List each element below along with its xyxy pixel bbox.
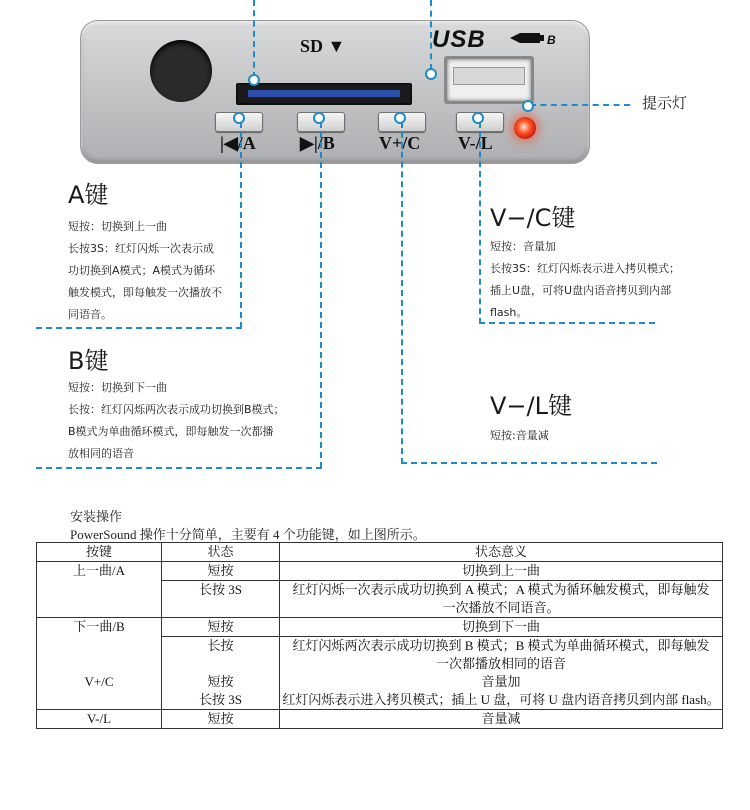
usb-port[interactable] xyxy=(444,56,534,104)
key-function-table xyxy=(36,542,723,729)
table-row xyxy=(37,618,723,637)
table-row xyxy=(37,673,723,691)
cell-state: 长按 3S xyxy=(162,581,280,600)
cell-state: 短按 xyxy=(162,710,280,729)
a-key-guide-dot xyxy=(233,112,245,124)
table-row xyxy=(37,691,723,710)
header-key: 按键 xyxy=(37,543,162,562)
b-key-guide-underline xyxy=(36,467,322,469)
table-row xyxy=(37,581,723,600)
volume-up-c-label: V+/C xyxy=(379,133,421,153)
cell-meaning: 音量减 xyxy=(280,710,723,729)
install-title: 安装操作 xyxy=(70,509,123,524)
cell-key xyxy=(37,655,162,673)
led-guide-dot xyxy=(522,100,534,112)
volume-down-l-label: V-/L xyxy=(458,133,493,153)
sd-card-slot[interactable] xyxy=(236,83,412,105)
cell-meaning: 红灯闪烁表示进入拷贝模式；插上 U 盘，可将 U 盘内语音拷贝到内部 flash。 xyxy=(280,691,723,710)
cell-key xyxy=(37,637,162,656)
table-row xyxy=(37,562,723,581)
cell-meaning: 一次都播放相同的语音 xyxy=(280,655,723,673)
table-row xyxy=(37,655,723,673)
usb-guide-line xyxy=(430,0,432,70)
cell-key: 上一曲/A xyxy=(37,562,162,581)
vl-key-guide-line xyxy=(479,122,481,324)
table-row xyxy=(37,637,723,656)
cell-key: V+/C xyxy=(37,673,162,691)
vc-key-description: 短按：音量加 长按3S：红灯闪烁表示进入拷贝模式； 插上U盘，可将U盘内语音拷贝到内部 flash。 xyxy=(490,240,680,319)
sd-guide-dot xyxy=(248,74,260,86)
cell-key xyxy=(37,599,162,618)
speaker-hole xyxy=(150,40,212,102)
next-b-label: ▶|/B xyxy=(300,133,335,153)
cell-meaning: 切换到上一曲 xyxy=(280,562,723,581)
cell-meaning: 红灯闪烁两次表示成功切换到 B 模式；B 模式为单曲循环模式，即每触发 xyxy=(280,637,723,656)
cell-state: 长按 xyxy=(162,637,280,656)
cell-key: V-/L xyxy=(37,710,162,729)
led-guide-line xyxy=(530,104,630,106)
sd-guide-line xyxy=(253,0,255,78)
vc-key-guide-dot xyxy=(394,112,406,124)
cell-state: 短按 xyxy=(162,673,280,691)
usb-badge: B xyxy=(547,33,556,46)
cell-state: 长按 3S xyxy=(162,691,280,710)
a-key-description: 短按：切换到上一曲 长按3S：红灯闪烁一次表示成 功切换到A模式；A模式为循环 触发模式，即每触发一次播放不 同语音。 xyxy=(68,220,222,321)
a-key-guide-underline xyxy=(36,327,242,329)
vl-key-description: 短按:音量减 xyxy=(490,429,549,442)
table-row xyxy=(37,599,723,618)
install-intro-text: PowerSound 操作十分简单，主要有 4 个功能键，如上图所示。 xyxy=(70,527,426,542)
header-state: 状态 xyxy=(162,543,280,562)
cell-meaning: 一次播放不同语音。 xyxy=(280,599,723,618)
cell-state xyxy=(162,655,280,673)
table-header-row xyxy=(37,543,723,562)
header-meaning: 状态意义 xyxy=(280,543,723,562)
usb-label: USB xyxy=(432,26,486,53)
cell-key xyxy=(37,691,162,710)
vc-key-title: V−/C键 xyxy=(490,204,576,232)
usb-plug-icon xyxy=(510,30,558,46)
vc-key-guide-line xyxy=(401,122,403,464)
vl-key-title: V−/L键 xyxy=(490,392,572,420)
b-key-description: 短按：切换到下一曲 长按：红灯闪烁两次表示成功切换到B模式； B模式为单曲循环模式，即每触发一次都播 放相同的语音 xyxy=(68,381,285,460)
cell-state xyxy=(162,599,280,618)
vl-key-guide-underline xyxy=(401,462,657,464)
cell-key xyxy=(37,581,162,600)
b-key-guide-dot xyxy=(313,112,325,124)
indicator-led xyxy=(514,117,536,139)
prev-a-label: |◀/A xyxy=(220,133,256,153)
b-key-guide-line xyxy=(320,122,322,468)
cell-key: 下一曲/B xyxy=(37,618,162,637)
b-key-title: B键 xyxy=(68,347,109,375)
cell-state: 短按 xyxy=(162,618,280,637)
a-key-title: A键 xyxy=(68,181,109,209)
cell-meaning: 红灯闪烁一次表示成功切换到 A 模式；A 模式为循环触发模式，即每触发 xyxy=(280,581,723,600)
table-row xyxy=(37,710,723,729)
cell-state: 短按 xyxy=(162,562,280,581)
vl-key-guide-dot xyxy=(472,112,484,124)
cell-meaning: 切换到下一曲 xyxy=(280,618,723,637)
sd-label: SD ▼ xyxy=(300,36,346,56)
usb-guide-dot xyxy=(425,68,437,80)
cell-meaning: 音量加 xyxy=(280,673,723,691)
indicator-light-label: 提示灯 xyxy=(642,94,688,112)
